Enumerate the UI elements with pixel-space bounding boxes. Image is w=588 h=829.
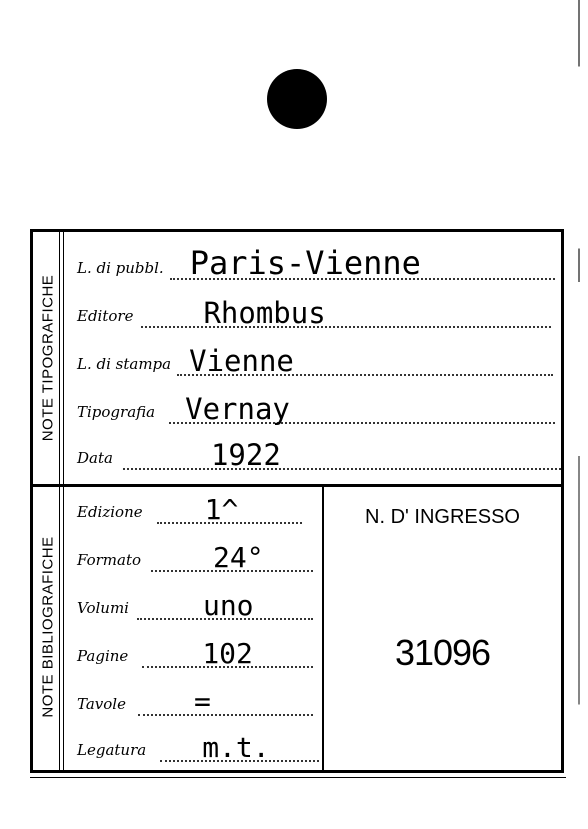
field-row-publisher: [77, 290, 551, 328]
field-value: Vernay: [185, 392, 290, 426]
field-row-binding: [77, 724, 319, 762]
field-value: =: [193, 685, 211, 718]
field-label: Formato: [77, 551, 142, 569]
bibliographic-notes-section: [33, 484, 561, 770]
dotted-fill: [160, 724, 319, 762]
field-row-edition: [77, 486, 302, 524]
dotted-fill: [137, 582, 313, 620]
dotted-fill: [138, 678, 313, 716]
side-label-box: [33, 484, 64, 770]
field-label: Tipografia: [77, 403, 156, 421]
field-label: Edizione: [77, 503, 143, 521]
field-value: uno: [202, 589, 254, 622]
dotted-fill: [142, 630, 313, 668]
field-row-printer: [77, 386, 555, 424]
field-label: L. di pubbl.: [77, 259, 164, 277]
field-value: 102: [202, 637, 253, 670]
field-label: Legatura: [77, 741, 147, 759]
field-label: Volumi: [77, 599, 129, 617]
field-row-volumes: [77, 582, 313, 620]
field-label: Data: [77, 449, 113, 467]
side-label-box: [33, 232, 64, 484]
card-edge-shadow: [578, 0, 580, 829]
side-label-bibliographic: NOTE BIBLIOGRAFICHE: [39, 536, 57, 718]
field-label: Pagine: [77, 647, 129, 665]
field-label: Editore: [77, 307, 134, 325]
side-label-typographic: NOTE TIPOGRAFICHE: [39, 274, 57, 442]
field-row-place-of-publication: [77, 242, 555, 280]
dotted-fill: [141, 290, 551, 328]
field-label: L. di stampa: [77, 355, 172, 373]
field-value: m.t.: [202, 731, 270, 764]
ingresso-number: 31096: [394, 632, 491, 673]
card-bottom-rule: [30, 777, 566, 778]
punch-hole: [267, 69, 327, 129]
dotted-fill: [170, 242, 555, 280]
field-value: 24°: [213, 541, 264, 574]
field-value: 1^: [204, 493, 239, 526]
dotted-fill: [169, 386, 555, 424]
dotted-fill: [123, 432, 561, 470]
field-value: Paris-Vienne: [189, 244, 421, 282]
field-value: Vienne: [189, 344, 294, 378]
field-label: Tavole: [77, 695, 126, 713]
field-row-format: [77, 534, 313, 572]
field-row-plates: [77, 678, 313, 716]
field-value: 1922: [210, 438, 281, 472]
dotted-fill: [151, 534, 313, 572]
dotted-fill: [157, 486, 302, 524]
field-row-date: [77, 432, 561, 470]
field-value: Rhombus: [203, 296, 326, 330]
field-row-place-of-printing: [77, 338, 553, 376]
catalog-card: [30, 229, 564, 773]
field-row-pages: [77, 630, 313, 668]
typographic-notes-section: [33, 232, 561, 487]
ingresso-title: N. D' INGRESSO: [365, 506, 520, 528]
dotted-fill: [177, 338, 553, 376]
